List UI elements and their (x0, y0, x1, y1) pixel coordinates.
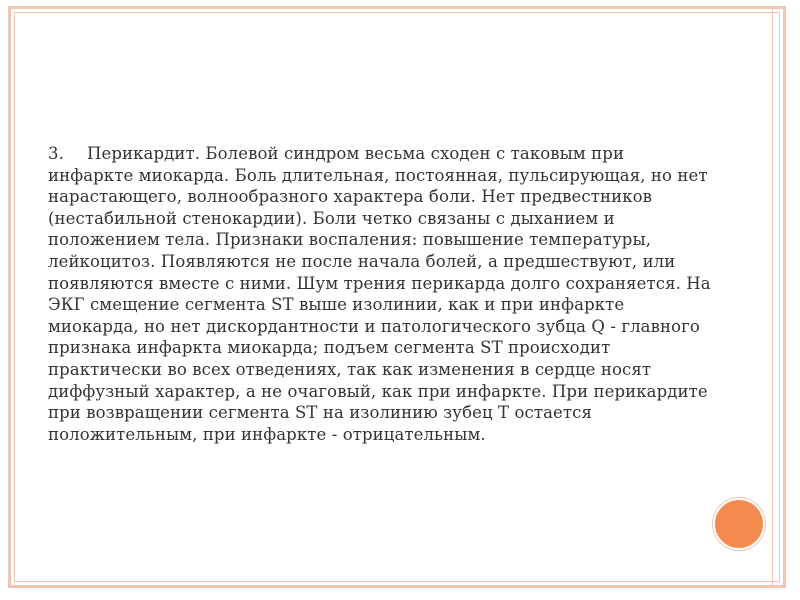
slide-body-paragraph (48, 143, 713, 445)
item-number: 3. (48, 144, 64, 163)
slide-frame-right-line (772, 6, 773, 588)
paragraph-text: Перикардит. Болевой синдром весьма сходен с таковым при инфаркте миокарда. Боль длительная, постоянная, пульсирующая, но нет нарастающего, волнообразного характера боли. Нет предвестников (нестабильной стенокардии). Боли четко связаны с дыханием и положением тела. Признаки воспаления: повышение температуры, лейкоцитоз. Появляются не после начала болей, а предшествуют, или появляются вместе с ними. Шум трения перикарда долго сохраняется. На ЭКГ смещение сегмента ST выше изолинии, как и при инфаркте миокарда, но нет дискордантности и патологического зубца Q - главного признака инфаркта миокарда; подъем сегмента ST происходит практически во всех отведениях, так как изменения в сердце носят диффузный характер, а не очаговый, как при инфаркте. При перикардите при возвращении сегмента ST на изолинию зубец Т остается положительным, при инфаркте - отрицательным. (48, 144, 711, 444)
decorative-circle-icon (713, 498, 765, 550)
